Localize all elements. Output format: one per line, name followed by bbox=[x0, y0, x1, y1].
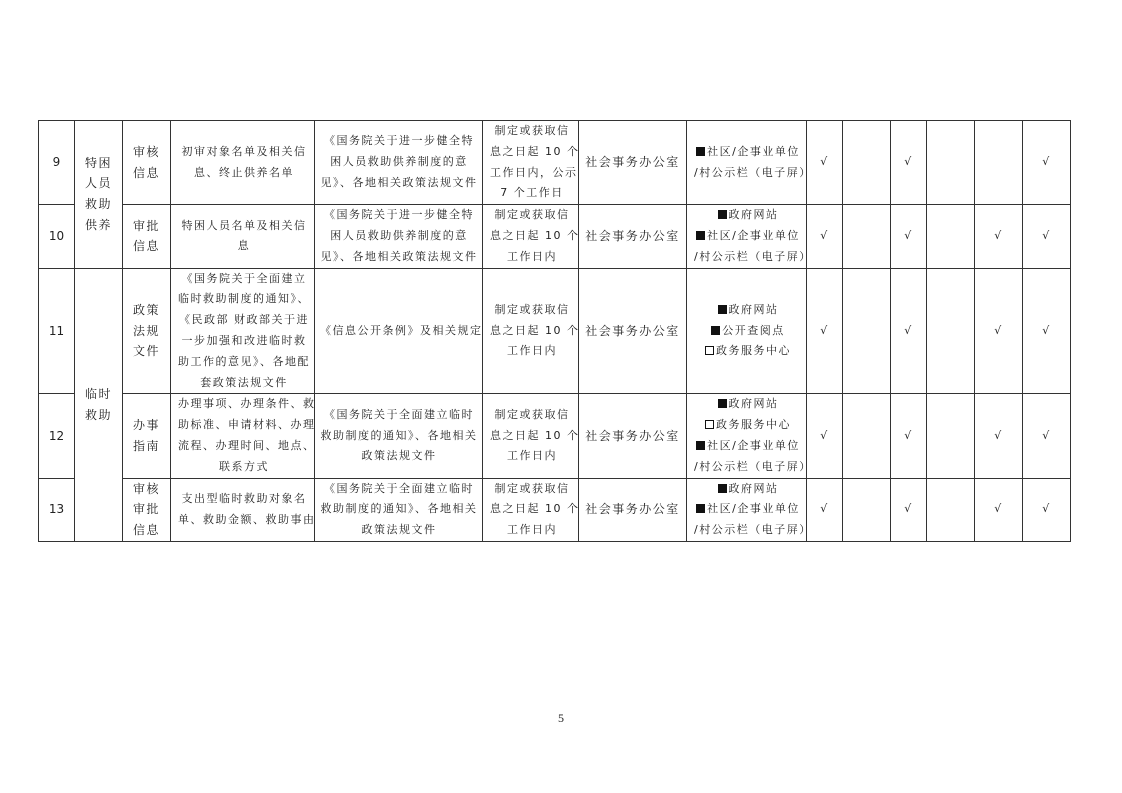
methods-cell bbox=[687, 478, 812, 541]
filled-square-icon bbox=[696, 147, 705, 156]
category-label-line: 临时 bbox=[84, 386, 112, 401]
check-cell bbox=[843, 478, 891, 541]
category-cell bbox=[75, 268, 123, 541]
check-mark-icon: √ bbox=[1042, 502, 1051, 516]
method-line bbox=[694, 479, 802, 500]
time-limit-line: 工作日内 bbox=[507, 344, 557, 358]
time-limit-line: 息之日起 10 个 bbox=[490, 228, 580, 242]
method-text: 政府网站 bbox=[728, 302, 779, 316]
content-line: 助标准、申请材料、办理 bbox=[178, 418, 316, 432]
basis-line: 《信息公开条例》及相关规定 bbox=[320, 323, 483, 337]
method-text: 社区/企事业单位 bbox=[707, 438, 800, 452]
method-line bbox=[694, 205, 802, 226]
method-line bbox=[694, 226, 802, 247]
content-line: 临时救助制度的通知》、 bbox=[178, 292, 310, 306]
method-text: 政府网站 bbox=[728, 397, 779, 411]
content-line: 助工作的意见》、各地配 bbox=[178, 354, 310, 368]
basis-line: 救助制度的通知》、各地相关 bbox=[320, 428, 478, 442]
basis-line: 《国务院关于全面建立临时 bbox=[324, 481, 474, 495]
check-cell bbox=[975, 205, 1023, 268]
subject-cell: 社会事务办公室 bbox=[579, 478, 687, 541]
filled-square-icon bbox=[718, 305, 727, 314]
category-label-line: 人员 bbox=[84, 176, 112, 191]
basis-line: 见》、各地相关政策法规文件 bbox=[320, 249, 478, 263]
method-line bbox=[694, 321, 802, 342]
info-type-line: 政策 bbox=[132, 302, 160, 317]
check-cell bbox=[843, 205, 891, 268]
category-label-line: 救助 bbox=[84, 197, 112, 212]
check-mark-icon: √ bbox=[994, 228, 1003, 242]
check-mark-icon: √ bbox=[994, 502, 1003, 516]
method-line bbox=[694, 520, 812, 541]
method-line bbox=[694, 300, 802, 321]
check-cell bbox=[807, 268, 843, 394]
table-body bbox=[39, 121, 1071, 542]
check-mark-icon: √ bbox=[1042, 323, 1051, 337]
basis-line: 《国务院关于进一步健全特 bbox=[324, 208, 474, 222]
row-number-cell: 10 bbox=[39, 205, 75, 268]
time-limit-line: 7 个工作日 bbox=[500, 186, 564, 200]
method-line bbox=[694, 163, 812, 184]
basis-cell bbox=[315, 394, 483, 478]
check-mark-icon: √ bbox=[820, 155, 829, 169]
check-cell bbox=[975, 478, 1023, 541]
info-type-cell bbox=[123, 268, 171, 394]
method-text: /村公示栏（电子屏） bbox=[694, 459, 812, 473]
basis-line: 救助制度的通知》、各地相关 bbox=[320, 502, 478, 516]
method-text: /村公示栏（电子屏） bbox=[694, 249, 812, 263]
content-line: 《国务院关于全面建立 bbox=[181, 271, 307, 285]
content-line: 特困人员名单及相关信 bbox=[181, 218, 307, 232]
time-limit-line: 工作日内 bbox=[507, 523, 557, 537]
time-limit-line: 制定或获取信 bbox=[494, 124, 570, 137]
time-limit-line: 制定或获取信 bbox=[494, 302, 570, 316]
check-mark-icon: √ bbox=[904, 502, 913, 516]
subject-cell: 社会事务办公室 bbox=[579, 394, 687, 478]
method-text: 公开查阅点 bbox=[722, 323, 785, 337]
time-limit-cell bbox=[483, 205, 579, 268]
method-text: 政务服务中心 bbox=[716, 344, 791, 358]
content-cell bbox=[171, 205, 315, 268]
method-line bbox=[694, 415, 802, 436]
method-line bbox=[694, 247, 812, 268]
row-number-cell: 12 bbox=[39, 394, 75, 478]
info-type-line: 办事 bbox=[132, 418, 160, 433]
content-line: 初审对象名单及相关信 bbox=[181, 144, 307, 158]
method-line bbox=[694, 499, 802, 520]
check-cell bbox=[975, 394, 1023, 478]
check-cell bbox=[807, 121, 843, 205]
time-limit-line: 制定或获取信 bbox=[494, 481, 570, 495]
check-cell bbox=[975, 121, 1023, 205]
basis-line: 《国务院关于进一步健全特 bbox=[324, 134, 474, 148]
info-type-line: 审核 bbox=[132, 481, 160, 496]
info-type-line: 法规 bbox=[132, 323, 160, 338]
content-line: 套政策法规文件 bbox=[200, 375, 288, 389]
content-line: 单、救助金额、救助事由 bbox=[178, 512, 316, 526]
subject-cell: 社会事务办公室 bbox=[579, 268, 687, 394]
info-type-cell bbox=[123, 205, 171, 268]
check-mark-icon: √ bbox=[1042, 155, 1051, 169]
table-row bbox=[39, 478, 1071, 541]
methods-cell bbox=[687, 394, 812, 478]
row-number-cell: 9 bbox=[39, 121, 75, 205]
filled-square-icon bbox=[711, 326, 720, 335]
info-type-line: 审核 bbox=[132, 144, 160, 159]
basis-cell bbox=[315, 205, 483, 268]
basis-line: 困人员救助供养制度的意 bbox=[330, 228, 468, 242]
check-cell bbox=[975, 268, 1023, 394]
disclosure-table bbox=[38, 120, 1071, 542]
check-cell bbox=[927, 268, 975, 394]
check-mark-icon: √ bbox=[904, 428, 913, 442]
info-type-line: 信息 bbox=[132, 165, 160, 180]
subject-cell: 社会事务办公室 bbox=[579, 205, 687, 268]
time-limit-line: 工作日内 bbox=[507, 449, 557, 463]
info-type-line: 信息 bbox=[132, 523, 160, 538]
check-cell bbox=[843, 121, 891, 205]
check-mark-icon: √ bbox=[904, 228, 913, 242]
time-limit-line: 工作日内 bbox=[507, 249, 557, 263]
check-mark-icon: √ bbox=[904, 323, 913, 337]
filled-square-icon bbox=[718, 484, 727, 493]
basis-cell bbox=[315, 121, 483, 205]
time-limit-cell bbox=[483, 394, 579, 478]
content-line: 息 bbox=[237, 239, 251, 253]
method-text: /村公示栏（电子屏） bbox=[694, 165, 812, 179]
basis-cell bbox=[315, 268, 483, 394]
table-row bbox=[39, 394, 1071, 478]
content-line: 支出型临时救助对象名 bbox=[181, 491, 307, 505]
time-limit-line: 工作日内，公示 bbox=[490, 165, 578, 179]
info-type-line: 指南 bbox=[132, 438, 160, 453]
row-number-cell: 11 bbox=[39, 268, 75, 394]
method-line bbox=[694, 457, 812, 478]
row-number-cell: 13 bbox=[39, 478, 75, 541]
check-mark-icon: √ bbox=[994, 428, 1003, 442]
method-text: 政府网站 bbox=[728, 481, 779, 495]
filled-square-icon bbox=[696, 504, 705, 513]
time-limit-line: 息之日起 10 个 bbox=[490, 502, 580, 516]
info-type-line: 审批 bbox=[132, 218, 160, 233]
info-type-line: 信息 bbox=[132, 239, 160, 254]
check-cell bbox=[891, 394, 927, 478]
content-line: 《民政部 财政部关于进 bbox=[179, 313, 309, 327]
info-type-cell bbox=[123, 478, 171, 541]
method-line bbox=[694, 142, 802, 163]
content-line: 流程、办理时间、地点、 bbox=[178, 438, 316, 452]
category-label-line: 特困 bbox=[84, 155, 112, 170]
empty-square-icon bbox=[705, 346, 714, 355]
method-line bbox=[694, 341, 802, 362]
method-text: 社区/企事业单位 bbox=[707, 228, 800, 242]
basis-cell bbox=[315, 478, 483, 541]
time-limit-line: 制定或获取信 bbox=[494, 208, 570, 222]
filled-square-icon bbox=[718, 399, 727, 408]
check-mark-icon: √ bbox=[820, 428, 829, 442]
time-limit-cell bbox=[483, 478, 579, 541]
method-text: /村公示栏（电子屏） bbox=[694, 523, 812, 537]
filled-square-icon bbox=[696, 231, 705, 240]
time-limit-line: 息之日起 10 个 bbox=[490, 323, 580, 337]
check-mark-icon: √ bbox=[820, 502, 829, 516]
method-line bbox=[694, 394, 802, 415]
table-row bbox=[39, 205, 1071, 268]
content-line: 一步加强和改进临时救 bbox=[181, 333, 307, 347]
empty-square-icon bbox=[705, 420, 714, 429]
time-limit-cell bbox=[483, 268, 579, 394]
check-cell bbox=[1023, 121, 1071, 205]
info-type-cell bbox=[123, 394, 171, 478]
check-cell bbox=[927, 121, 975, 205]
check-cell bbox=[927, 394, 975, 478]
check-cell bbox=[843, 268, 891, 394]
check-cell bbox=[1023, 205, 1071, 268]
check-cell bbox=[1023, 478, 1071, 541]
category-label-line: 救助 bbox=[84, 407, 112, 422]
content-line: 办理事项、办理条件、救 bbox=[178, 397, 316, 411]
basis-line: 困人员救助供养制度的意 bbox=[330, 155, 468, 169]
check-mark-icon: √ bbox=[994, 323, 1003, 337]
time-limit-line: 制定或获取信 bbox=[494, 407, 570, 421]
methods-cell bbox=[687, 268, 807, 394]
category-cell bbox=[75, 121, 123, 269]
basis-line: 《国务院关于全面建立临时 bbox=[324, 407, 474, 421]
time-limit-cell bbox=[483, 121, 579, 205]
info-type-line: 审批 bbox=[132, 502, 160, 517]
content-cell bbox=[171, 268, 315, 394]
check-cell bbox=[927, 478, 975, 541]
check-mark-icon: √ bbox=[1042, 228, 1051, 242]
content-line: 息、终止供养名单 bbox=[194, 165, 294, 179]
subject-cell: 社会事务办公室 bbox=[579, 121, 687, 205]
filled-square-icon bbox=[696, 441, 705, 450]
method-line bbox=[694, 436, 802, 457]
basis-line: 政策法规文件 bbox=[361, 523, 437, 537]
check-mark-icon: √ bbox=[1042, 428, 1051, 442]
check-mark-icon: √ bbox=[820, 228, 829, 242]
table-row bbox=[39, 268, 1071, 394]
check-cell bbox=[1023, 268, 1071, 394]
content-cell bbox=[171, 394, 315, 478]
time-limit-line: 息之日起 10 个 bbox=[490, 144, 580, 158]
basis-line: 见》、各地相关政策法规文件 bbox=[320, 175, 478, 189]
method-text: 政务服务中心 bbox=[716, 418, 791, 432]
check-mark-icon: √ bbox=[820, 323, 829, 337]
check-cell bbox=[891, 121, 927, 205]
check-cell bbox=[927, 205, 975, 268]
check-cell bbox=[891, 478, 927, 541]
check-cell bbox=[891, 268, 927, 394]
category-label-line: 供养 bbox=[84, 218, 112, 233]
method-text: 社区/企事业单位 bbox=[707, 502, 800, 516]
method-text: 政府网站 bbox=[728, 208, 779, 222]
page-number: 5 bbox=[558, 711, 564, 725]
content-line: 联系方式 bbox=[219, 459, 269, 473]
filled-square-icon bbox=[718, 210, 727, 219]
check-cell bbox=[1023, 394, 1071, 478]
info-type-line: 文件 bbox=[132, 344, 160, 359]
time-limit-line: 息之日起 10 个 bbox=[490, 428, 580, 442]
check-cell bbox=[891, 205, 927, 268]
check-cell bbox=[843, 394, 891, 478]
info-type-cell bbox=[123, 121, 171, 205]
check-mark-icon: √ bbox=[904, 155, 913, 169]
method-text: 社区/企事业单位 bbox=[707, 144, 800, 158]
table-row bbox=[39, 121, 1071, 205]
content-cell bbox=[171, 478, 315, 541]
basis-line: 政策法规文件 bbox=[361, 449, 437, 463]
methods-cell bbox=[687, 205, 812, 268]
content-cell bbox=[171, 121, 315, 205]
methods-cell bbox=[687, 121, 812, 205]
